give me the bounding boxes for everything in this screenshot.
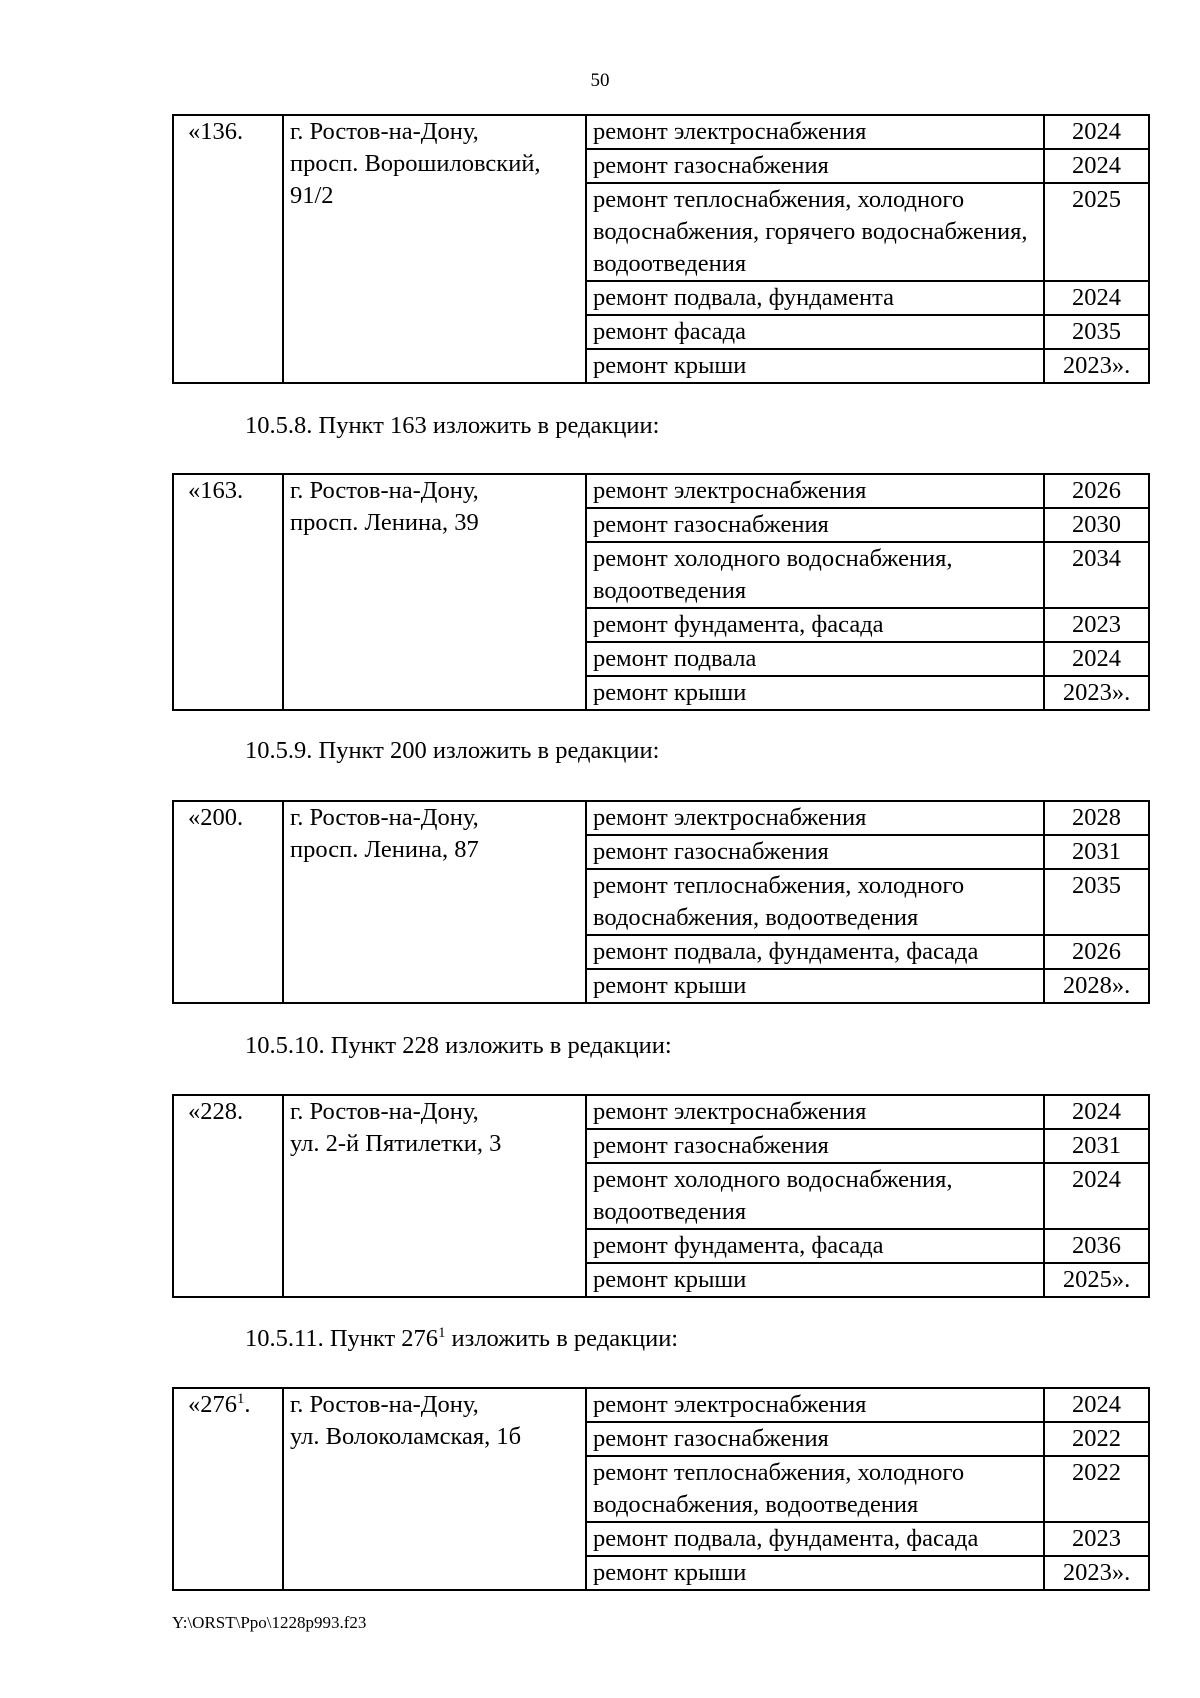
work-type: ремонт фасада: [586, 315, 1044, 349]
work-type: ремонт крыши: [586, 969, 1044, 1003]
work-year: 2024: [1044, 115, 1149, 149]
work-year: 2031: [1044, 835, 1149, 869]
item-228-table: [172, 1094, 1150, 1298]
address-line: г. Ростов-на-Дону,: [290, 118, 479, 145]
work-year: 2023».: [1044, 349, 1149, 383]
work-type: ремонт крыши: [586, 1556, 1044, 1590]
work-type: ремонт теплоснабжения, холодного водоснабжения, водоотведения: [586, 1456, 1044, 1522]
work-year: 2026: [1044, 474, 1149, 508]
section-heading: 10.5.8. Пункт 163 изложить в редакции:: [245, 412, 660, 439]
work-type: ремонт электроснабжения: [586, 115, 1044, 149]
item-address: [283, 115, 586, 383]
work-type: ремонт подвала, фундамента: [586, 281, 1044, 315]
address-line: г. Ростов-на-Дону,: [290, 477, 479, 504]
work-type: ремонт подвала: [586, 642, 1044, 676]
page-number: 50: [590, 70, 610, 91]
section-heading: 10.5.9. Пункт 200 изложить в редакции:: [245, 737, 660, 764]
work-type: ремонт фундамента, фасада: [586, 608, 1044, 642]
address-line: г. Ростов-на-Дону,: [290, 1391, 479, 1418]
work-type: ремонт электроснабжения: [586, 1388, 1044, 1422]
item-number-text: .: [244, 1391, 251, 1418]
work-year: 2023: [1044, 608, 1149, 642]
address-line: просп. Ленина, 87: [290, 836, 479, 863]
work-type: ремонт фундамента, фасада: [586, 1229, 1044, 1263]
work-type: ремонт электроснабжения: [586, 474, 1044, 508]
address-line: г. Ростов-на-Дону,: [290, 804, 479, 831]
work-year: 2023».: [1044, 1556, 1149, 1590]
work-type: ремонт крыши: [586, 349, 1044, 383]
work-type: ремонт газоснабжения: [586, 149, 1044, 183]
item-address: [283, 1388, 586, 1590]
work-year: 2035: [1044, 315, 1149, 349]
item-number: «200.: [173, 801, 283, 1003]
work-year: 2025: [1044, 183, 1149, 281]
table-row: [173, 801, 1149, 835]
item-address: [283, 474, 586, 710]
table-row: [173, 474, 1149, 508]
item-number: «136.: [173, 115, 283, 383]
address-line: ул. Волоколамская, 1б: [290, 1423, 522, 1450]
work-year: 2026: [1044, 935, 1149, 969]
work-year: 2023: [1044, 1522, 1149, 1556]
work-type: ремонт теплоснабжения, холодного водоснабжения, водоотведения: [586, 869, 1044, 935]
item-number: «163.: [173, 474, 283, 710]
work-type: ремонт теплоснабжения, холодного водоснабжения, горячего водоснабжения, водоотведения: [586, 183, 1044, 281]
work-type: ремонт газоснабжения: [586, 508, 1044, 542]
footer-file-path: Y:\ORST\Ppo\1228p993.f23: [172, 1613, 367, 1632]
section-heading: [245, 1323, 678, 1355]
work-year: 2030: [1044, 508, 1149, 542]
work-year: 2023».: [1044, 676, 1149, 710]
item-200-table: [172, 800, 1150, 1004]
work-year: 2031: [1044, 1129, 1149, 1163]
work-year: 2025».: [1044, 1263, 1149, 1297]
heading-text: изложить в редакции:: [445, 1325, 679, 1352]
address-line: просп. Ленина, 39: [290, 509, 479, 536]
address-line: 91/2: [290, 182, 334, 209]
address-line: ул. 2-й Пятилетки, 3: [290, 1130, 502, 1157]
work-type: ремонт электроснабжения: [586, 1095, 1044, 1129]
work-type: ремонт газоснабжения: [586, 835, 1044, 869]
work-type: ремонт холодного водоснабжения, водоотведения: [586, 1163, 1044, 1229]
work-year: 2024: [1044, 281, 1149, 315]
work-year: 2024: [1044, 149, 1149, 183]
item-number: «228.: [173, 1095, 283, 1297]
work-type: ремонт крыши: [586, 676, 1044, 710]
work-type: ремонт электроснабжения: [586, 801, 1044, 835]
heading-superscript: 1: [438, 1324, 446, 1341]
work-year: 2024: [1044, 1095, 1149, 1129]
heading-text: 10.5.11. Пункт 276: [245, 1325, 439, 1352]
work-year: 2024: [1044, 642, 1149, 676]
work-year: 2024: [1044, 1388, 1149, 1422]
work-type: ремонт крыши: [586, 1263, 1044, 1297]
work-year: 2036: [1044, 1229, 1149, 1263]
item-number-superscript: 1: [237, 1390, 245, 1407]
address-line: г. Ростов-на-Дону,: [290, 1098, 479, 1125]
table-row: [173, 115, 1149, 149]
work-type: ремонт подвала, фундамента, фасада: [586, 1522, 1044, 1556]
work-type: ремонт газоснабжения: [586, 1129, 1044, 1163]
item-163-table: [172, 473, 1150, 711]
work-type: ремонт холодного водоснабжения, водоотведения: [586, 542, 1044, 608]
section-heading: 10.5.10. Пункт 228 изложить в редакции:: [245, 1032, 672, 1059]
item-number: [173, 1388, 283, 1590]
work-year: 2035: [1044, 869, 1149, 935]
work-year: 2028».: [1044, 969, 1149, 1003]
work-year: 2022: [1044, 1422, 1149, 1456]
item-address: [283, 801, 586, 1003]
item-address: [283, 1095, 586, 1297]
item-136-table: [172, 114, 1150, 384]
work-type: ремонт газоснабжения: [586, 1422, 1044, 1456]
work-year: 2024: [1044, 1163, 1149, 1229]
item-number-text: «276: [188, 1391, 237, 1418]
table-row: [173, 1388, 1149, 1422]
work-year: 2034: [1044, 542, 1149, 608]
work-year: 2028: [1044, 801, 1149, 835]
address-line: просп. Ворошиловский,: [290, 150, 541, 177]
work-year: 2022: [1044, 1456, 1149, 1522]
table-row: [173, 1095, 1149, 1129]
work-type: ремонт подвала, фундамента, фасада: [586, 935, 1044, 969]
item-276-1-table: [172, 1387, 1150, 1591]
